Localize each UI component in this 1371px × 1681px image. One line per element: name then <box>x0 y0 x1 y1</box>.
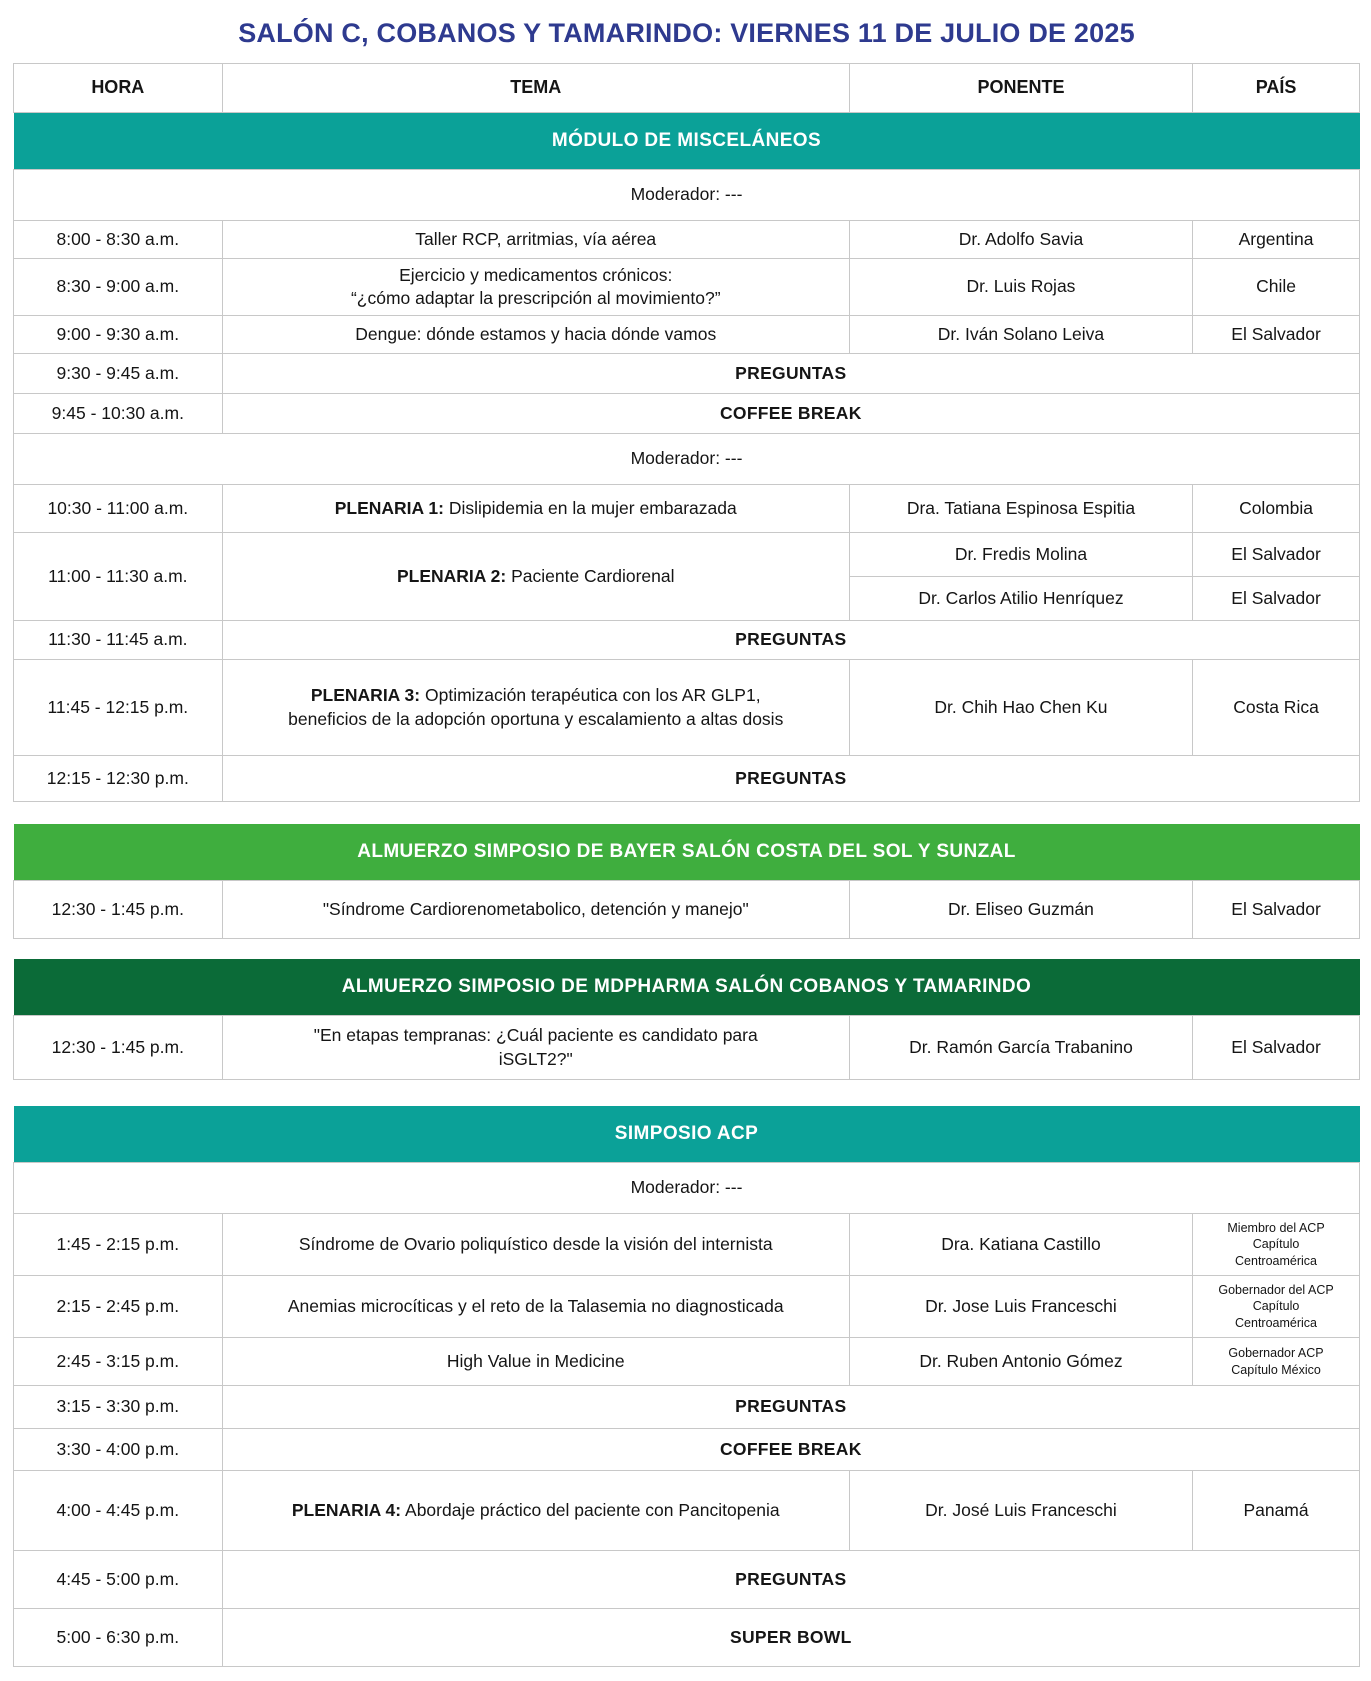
country-cell: Argentina <box>1193 221 1360 259</box>
schedule-row <box>14 881 1360 939</box>
column-header-tema: TEMA <box>222 64 849 113</box>
time-cell: 3:30 - 4:00 p.m. <box>14 1429 223 1471</box>
time-cell: 3:15 - 3:30 p.m. <box>14 1386 223 1429</box>
schedule-row-plenaria-2 <box>14 533 1360 577</box>
country-text: Miembro del ACP Capítulo Centroamérica <box>1227 1221 1325 1268</box>
time-cell: 11:00 - 11:30 a.m. <box>14 533 223 621</box>
section-banner-label: MÓDULO DE MISCELÁNEOS <box>14 113 1360 170</box>
merged-activity-cell: PREGUNTAS <box>222 1386 1359 1429</box>
plenaria-label: PLENARIA 2: <box>396 565 507 586</box>
topic-text: Dislipidemia en la mujer embarazada <box>448 497 737 518</box>
moderator-row <box>14 434 1360 485</box>
schedule-row <box>14 1214 1360 1276</box>
schedule-row-preguntas <box>14 1551 1360 1609</box>
merged-activity-cell: PREGUNTAS <box>222 1551 1359 1609</box>
moderator-text: Moderador: --- <box>14 170 1360 221</box>
country-cell: Chile <box>1193 259 1360 316</box>
section-banner-label: ALMUERZO SIMPOSIO DE MDPHARMA SALÓN COBANOS Y TAMARINDO <box>14 959 1360 1016</box>
plenaria-label: PLENARIA 1: <box>334 497 444 518</box>
page-title: SALÓN C, COBANOS Y TAMARINDO: VIERNES 11 DE JULIO DE 2025 <box>238 18 1135 48</box>
country-cell <box>1193 1338 1360 1386</box>
moderator-row <box>14 1163 1360 1214</box>
table-header-row <box>14 64 1360 113</box>
country-cell: Panamá <box>1193 1471 1360 1551</box>
time-cell: 12:30 - 1:45 p.m. <box>14 881 223 939</box>
topic-cell <box>222 485 849 533</box>
merged-activity-cell: COFFEE BREAK <box>222 394 1359 434</box>
schedule-row <box>14 1338 1360 1386</box>
topic-cell: High Value in Medicine <box>222 1338 849 1386</box>
speaker-cell: Dra. Katiana Castillo <box>849 1214 1192 1276</box>
schedule-row <box>14 316 1360 354</box>
topic-cell <box>222 259 849 316</box>
topic-text: Abordaje práctico del paciente con Pancitopenia <box>405 1499 780 1520</box>
schedule-row-plenaria-4 <box>14 1471 1360 1551</box>
topic-text: Optimización terapéutica con los AR GLP1, beneficios de la adopción oportuna y escalamiento a altas dosis <box>288 685 784 729</box>
topic-cell: "Síndrome Cardiorenometabolico, detención y manejo" <box>222 881 849 939</box>
topic-text: Paciente Cardiorenal <box>511 565 675 586</box>
time-cell: 10:30 - 11:00 a.m. <box>14 485 223 533</box>
topic-text: Síndrome de Ovario poliquístico desde la visión del internista <box>298 1233 773 1254</box>
speaker-cell: Dr. Fredis Molina <box>849 533 1192 577</box>
schedule-row <box>14 1276 1360 1338</box>
merged-activity-cell: PREGUNTAS <box>222 621 1359 660</box>
moderator-text: Moderador: --- <box>14 1163 1360 1214</box>
schedule-row <box>14 221 1360 259</box>
topic-cell: Taller RCP, arritmias, vía aérea <box>222 221 849 259</box>
time-cell: 11:45 - 12:15 p.m. <box>14 660 223 756</box>
time-cell: 4:00 - 4:45 p.m. <box>14 1471 223 1551</box>
section-banner-mdpharma <box>14 959 1360 1016</box>
section-banner-label: SIMPOSIO ACP <box>14 1106 1360 1163</box>
time-cell: 12:30 - 1:45 p.m. <box>14 1016 223 1080</box>
speaker-cell: Dr. Eliseo Guzmán <box>849 881 1192 939</box>
schedule-row-preguntas <box>14 621 1360 660</box>
topic-cell <box>222 1276 849 1338</box>
column-header-pais: PAÍS <box>1193 64 1360 113</box>
speaker-cell: Dr. Iván Solano Leiva <box>849 316 1192 354</box>
time-cell: 9:45 - 10:30 a.m. <box>14 394 223 434</box>
schedule-row-coffee-break <box>14 394 1360 434</box>
acp-symposium-table <box>13 1106 1360 1667</box>
bayer-symposium-table <box>13 824 1360 939</box>
speaker-cell: Dr. Luis Rojas <box>849 259 1192 316</box>
speaker-cell: Dr. José Luis Franceschi <box>849 1471 1192 1551</box>
time-cell: 1:45 - 2:15 p.m. <box>14 1214 223 1276</box>
time-cell: 8:30 - 9:00 a.m. <box>14 259 223 316</box>
section-banner-miscelaneos <box>14 113 1360 170</box>
topic-cell: Dengue: dónde estamos y hacia dónde vamos <box>222 316 849 354</box>
topic-cell <box>222 1016 849 1080</box>
merged-activity-cell: SUPER BOWL <box>222 1609 1359 1667</box>
schedule-row-coffee-break <box>14 1429 1360 1471</box>
time-cell: 5:00 - 6:30 p.m. <box>14 1609 223 1667</box>
plenaria-label: PLENARIA 4: <box>291 1499 402 1520</box>
time-cell: 2:45 - 3:15 p.m. <box>14 1338 223 1386</box>
main-schedule-table <box>13 63 1360 802</box>
schedule-row <box>14 1016 1360 1080</box>
country-cell: El Salvador <box>1193 533 1360 577</box>
section-gap <box>13 1080 1360 1106</box>
topic-cell <box>222 660 849 756</box>
time-cell: 8:00 - 8:30 a.m. <box>14 221 223 259</box>
topic-line-1: Ejercicio y medicamentos crónicos: <box>399 264 673 285</box>
country-cell: El Salvador <box>1193 577 1360 621</box>
topic-line-2: “¿cómo adaptar la prescripción al movimiento?” <box>350 288 721 308</box>
country-cell: El Salvador <box>1193 316 1360 354</box>
section-banner-bayer <box>14 824 1360 881</box>
section-gap <box>13 802 1360 824</box>
schedule-row <box>14 259 1360 316</box>
section-banner-label: ALMUERZO SIMPOSIO DE BAYER SALÓN COSTA DEL SOL Y SUNZAL <box>14 824 1360 881</box>
topic-text: "En etapas tempranas: ¿Cuál paciente es candidato para iSGLT2?" <box>313 1025 758 1069</box>
schedule-row-plenaria-3 <box>14 660 1360 756</box>
section-gap <box>13 939 1360 959</box>
country-cell: Colombia <box>1193 485 1360 533</box>
topic-text: Anemias microcíticas y el reto de la Talasemia no diagnosticada <box>287 1295 784 1316</box>
speaker-cell: Dra. Tatiana Espinosa Espitia <box>849 485 1192 533</box>
speaker-cell: Dr. Carlos Atilio Henríquez <box>849 577 1192 621</box>
schedule-row-preguntas <box>14 1386 1360 1429</box>
time-cell: 2:15 - 2:45 p.m. <box>14 1276 223 1338</box>
schedule-row-preguntas <box>14 354 1360 394</box>
country-cell <box>1193 1276 1360 1338</box>
merged-activity-cell: PREGUNTAS <box>222 756 1359 802</box>
speaker-cell: Dr. Ruben Antonio Gómez <box>849 1338 1192 1386</box>
time-cell: 11:30 - 11:45 a.m. <box>14 621 223 660</box>
merged-activity-cell: COFFEE BREAK <box>222 1429 1359 1471</box>
time-cell: 9:30 - 9:45 a.m. <box>14 354 223 394</box>
column-header-hora: HORA <box>14 64 223 113</box>
time-cell: 4:45 - 5:00 p.m. <box>14 1551 223 1609</box>
speaker-cell: Dr. Ramón García Trabanino <box>849 1016 1192 1080</box>
time-cell: 9:00 - 9:30 a.m. <box>14 316 223 354</box>
country-text: Gobernador del ACP Capítulo Centroamérica <box>1218 1283 1334 1330</box>
plenaria-label: PLENARIA 3: <box>310 685 421 706</box>
speaker-cell: Dr. Adolfo Savia <box>849 221 1192 259</box>
country-cell: El Salvador <box>1193 881 1360 939</box>
moderator-text: Moderador: --- <box>14 434 1360 485</box>
schedule-row-plenaria-1 <box>14 485 1360 533</box>
column-header-ponente: PONENTE <box>849 64 1192 113</box>
country-cell: El Salvador <box>1193 1016 1360 1080</box>
section-banner-acp <box>14 1106 1360 1163</box>
merged-activity-cell: PREGUNTAS <box>222 354 1359 394</box>
schedule-row-super-bowl <box>14 1609 1360 1667</box>
speaker-cell: Dr. Chih Hao Chen Ku <box>849 660 1192 756</box>
speaker-cell: Dr. Jose Luis Franceschi <box>849 1276 1192 1338</box>
country-cell <box>1193 1214 1360 1276</box>
time-cell: 12:15 - 12:30 p.m. <box>14 756 223 802</box>
topic-cell <box>222 1214 849 1276</box>
moderator-row <box>14 170 1360 221</box>
topic-cell <box>222 1471 849 1551</box>
country-text: Gobernador ACP Capítulo México <box>1228 1346 1324 1377</box>
schedule-row-preguntas <box>14 756 1360 802</box>
mdpharma-symposium-table <box>13 959 1360 1080</box>
country-cell: Costa Rica <box>1193 660 1360 756</box>
topic-cell <box>222 533 849 621</box>
